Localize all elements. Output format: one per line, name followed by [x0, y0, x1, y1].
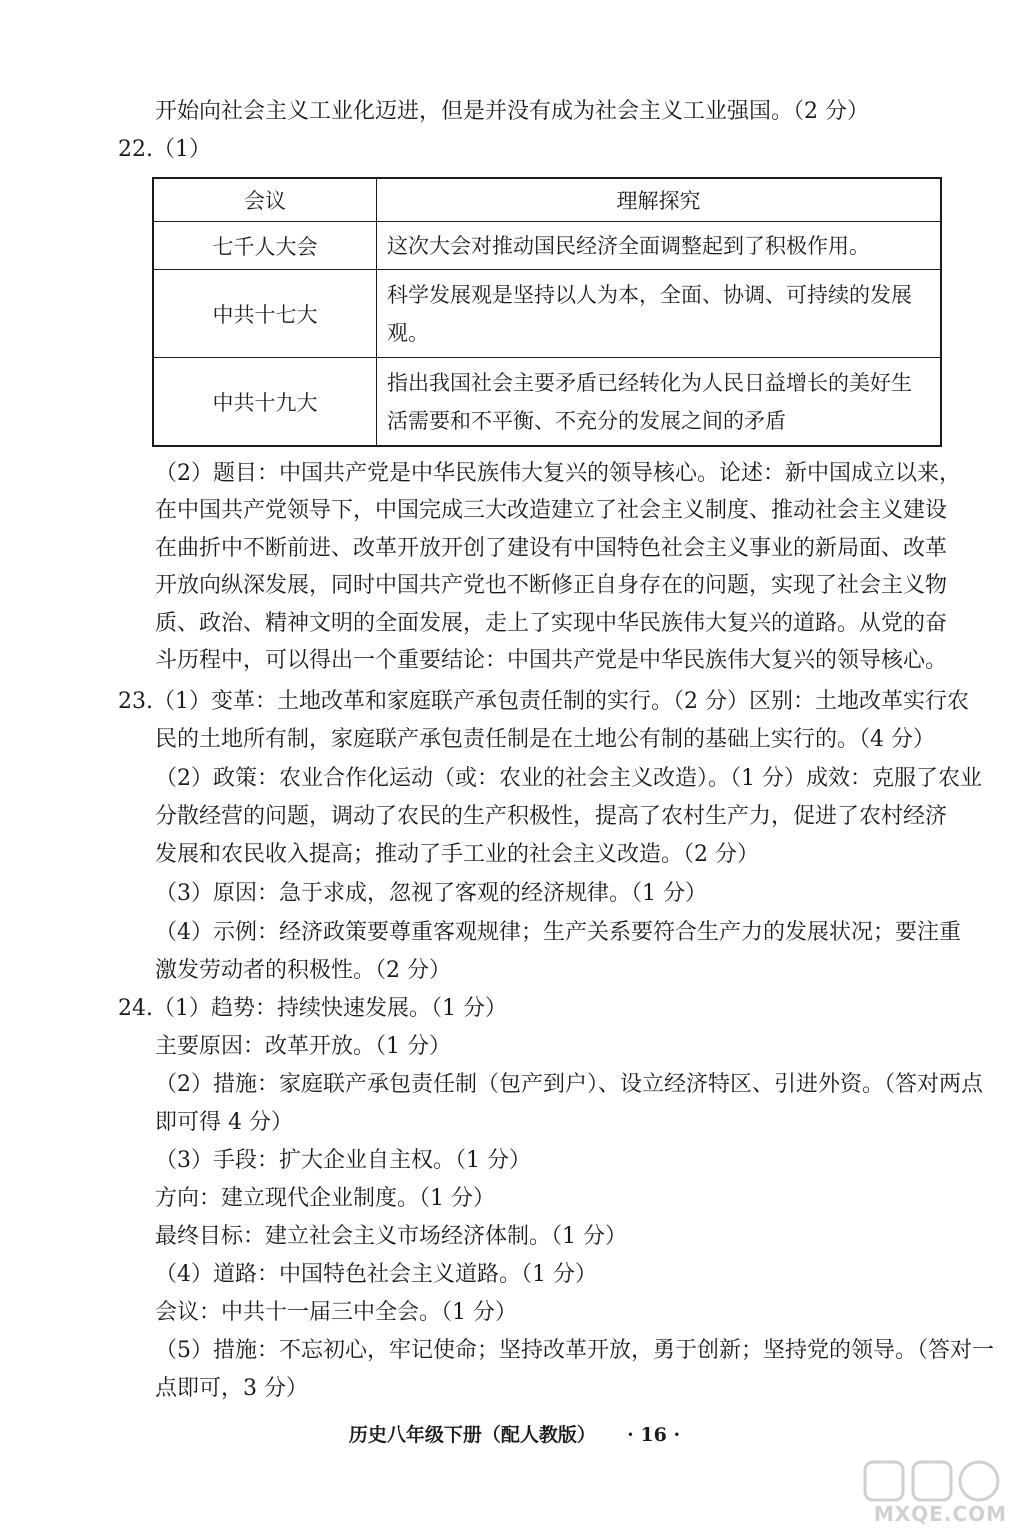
text-line: （3）手段：扩大企业自主权。（1 分） [155, 1148, 531, 1173]
text-line: 在中国共产党领导下，中国完成三大改造建立了社会主义制度、推动社会主义建设 [155, 498, 948, 523]
text-line: （3）原因：急于求成，忽视了客观的经济规律。（1 分） [155, 881, 707, 906]
header-understanding: 理解探究 [377, 178, 942, 222]
question-23-line: 23.（1）变革：土地改革和家庭联产承包责任制的实行。（2 分）区别：土地改革实行农 [118, 689, 969, 714]
text-line: 斗历程中，可以得出一个重要结论：中国共产党是中华民族伟大复兴的领导核心。 [155, 648, 948, 673]
meeting-cell: 中共十九大 [153, 358, 377, 446]
text-line: 点即可，3 分） [155, 1376, 308, 1401]
header-meeting: 会议 [153, 178, 377, 222]
table-row [153, 270, 941, 358]
meeting-cell: 中共十七大 [153, 270, 377, 358]
text-line: 最终目标：建立社会主义市场经济体制。（1 分） [155, 1224, 627, 1249]
text-line: （4）道路：中国特色社会主义道路。（1 分） [155, 1262, 597, 1287]
text-line: 会议：中共十一届三中全会。（1 分） [155, 1300, 517, 1325]
text-line: 分散经营的问题，调动了农民的生产积极性，提高了农村生产力，促进了农村经济 [155, 804, 948, 829]
understanding-cell: 科学发展观是坚持以人为本，全面、协调、可持续的发展观。 [377, 270, 942, 358]
table-row [153, 222, 941, 270]
text-line: （2）措施：家庭联产承包责任制（包产到户）、设立经济特区、引进外资。（答对两点 [155, 1072, 983, 1097]
text-line: 主要原因：改革开放。（1 分） [155, 1034, 451, 1059]
watermark-logo [857, 1456, 1007, 1526]
table-header-row [153, 178, 941, 222]
understanding-cell: 指出我国社会主要矛盾已经转化为人民日益增长的美好生活需要和不平衡、不充分的发展之间的矛盾 [377, 358, 942, 446]
book-title: 历史八年级下册（配人教版） [348, 1424, 596, 1446]
page-footer [0, 1420, 1029, 1450]
text-line: （2）政策：农业合作化运动（或：农业的社会主义改造）。（1 分）成效：克服了农业 [155, 766, 982, 791]
text-line: （4）示例：经济政策要尊重客观规律；生产关系要符合生产力的发展状况；要注重 [155, 920, 961, 945]
text-line: 激发劳动者的积极性。（2 分） [155, 958, 451, 983]
text-line: 民的土地所有制，家庭联产承包责任制是在土地公有制的基础上实行的。（4 分） [155, 727, 935, 752]
understanding-cell: 这次大会对推动国民经济全面调整起到了积极作用。 [377, 222, 942, 270]
watermark-text: MXQE.COM [873, 1502, 1007, 1526]
question-22-heading: 22.（1） [118, 137, 211, 162]
text-line: 开始向社会主义工业化迈进，但是并没有成为社会主义工业强国。（2 分） [155, 99, 869, 124]
meeting-table [152, 177, 942, 447]
question-24-line: 24.（1）趋势：持续快速发展。（1 分） [118, 996, 507, 1021]
text-line: 开放向纵深发展，同时中国共产党也不断修正自身存在的问题，实现了社会主义物 [155, 573, 948, 598]
table-row [153, 358, 941, 446]
text-line: （5）措施：不忘初心，牢记使命；坚持改革开放，勇于创新；坚持党的领导。（答对一 [155, 1338, 994, 1363]
text-line: （2）题目：中国共产党是中华民族伟大复兴的领导核心。论述：新中国成立以来， [155, 461, 961, 486]
text-line: 在曲折中不断前进、改革开放开创了建设有中国特色社会主义事业的新局面、改革 [155, 536, 948, 561]
text-line: 即可得 4 分） [155, 1110, 293, 1135]
text-line: 发展和农民收入提高；推动了手工业的社会主义改造。（2 分） [155, 842, 759, 867]
text-line: 方向：建立现代企业制度。（1 分） [155, 1186, 495, 1211]
meeting-cell: 七千人大会 [153, 222, 377, 270]
watermark-icon [857, 1456, 1007, 1506]
page-number: · 16 · [627, 1424, 681, 1446]
text-line: 质、政治、精神文明的全面发展，走上了实现中华民族伟大复兴的道路。从党的奋 [155, 611, 948, 636]
